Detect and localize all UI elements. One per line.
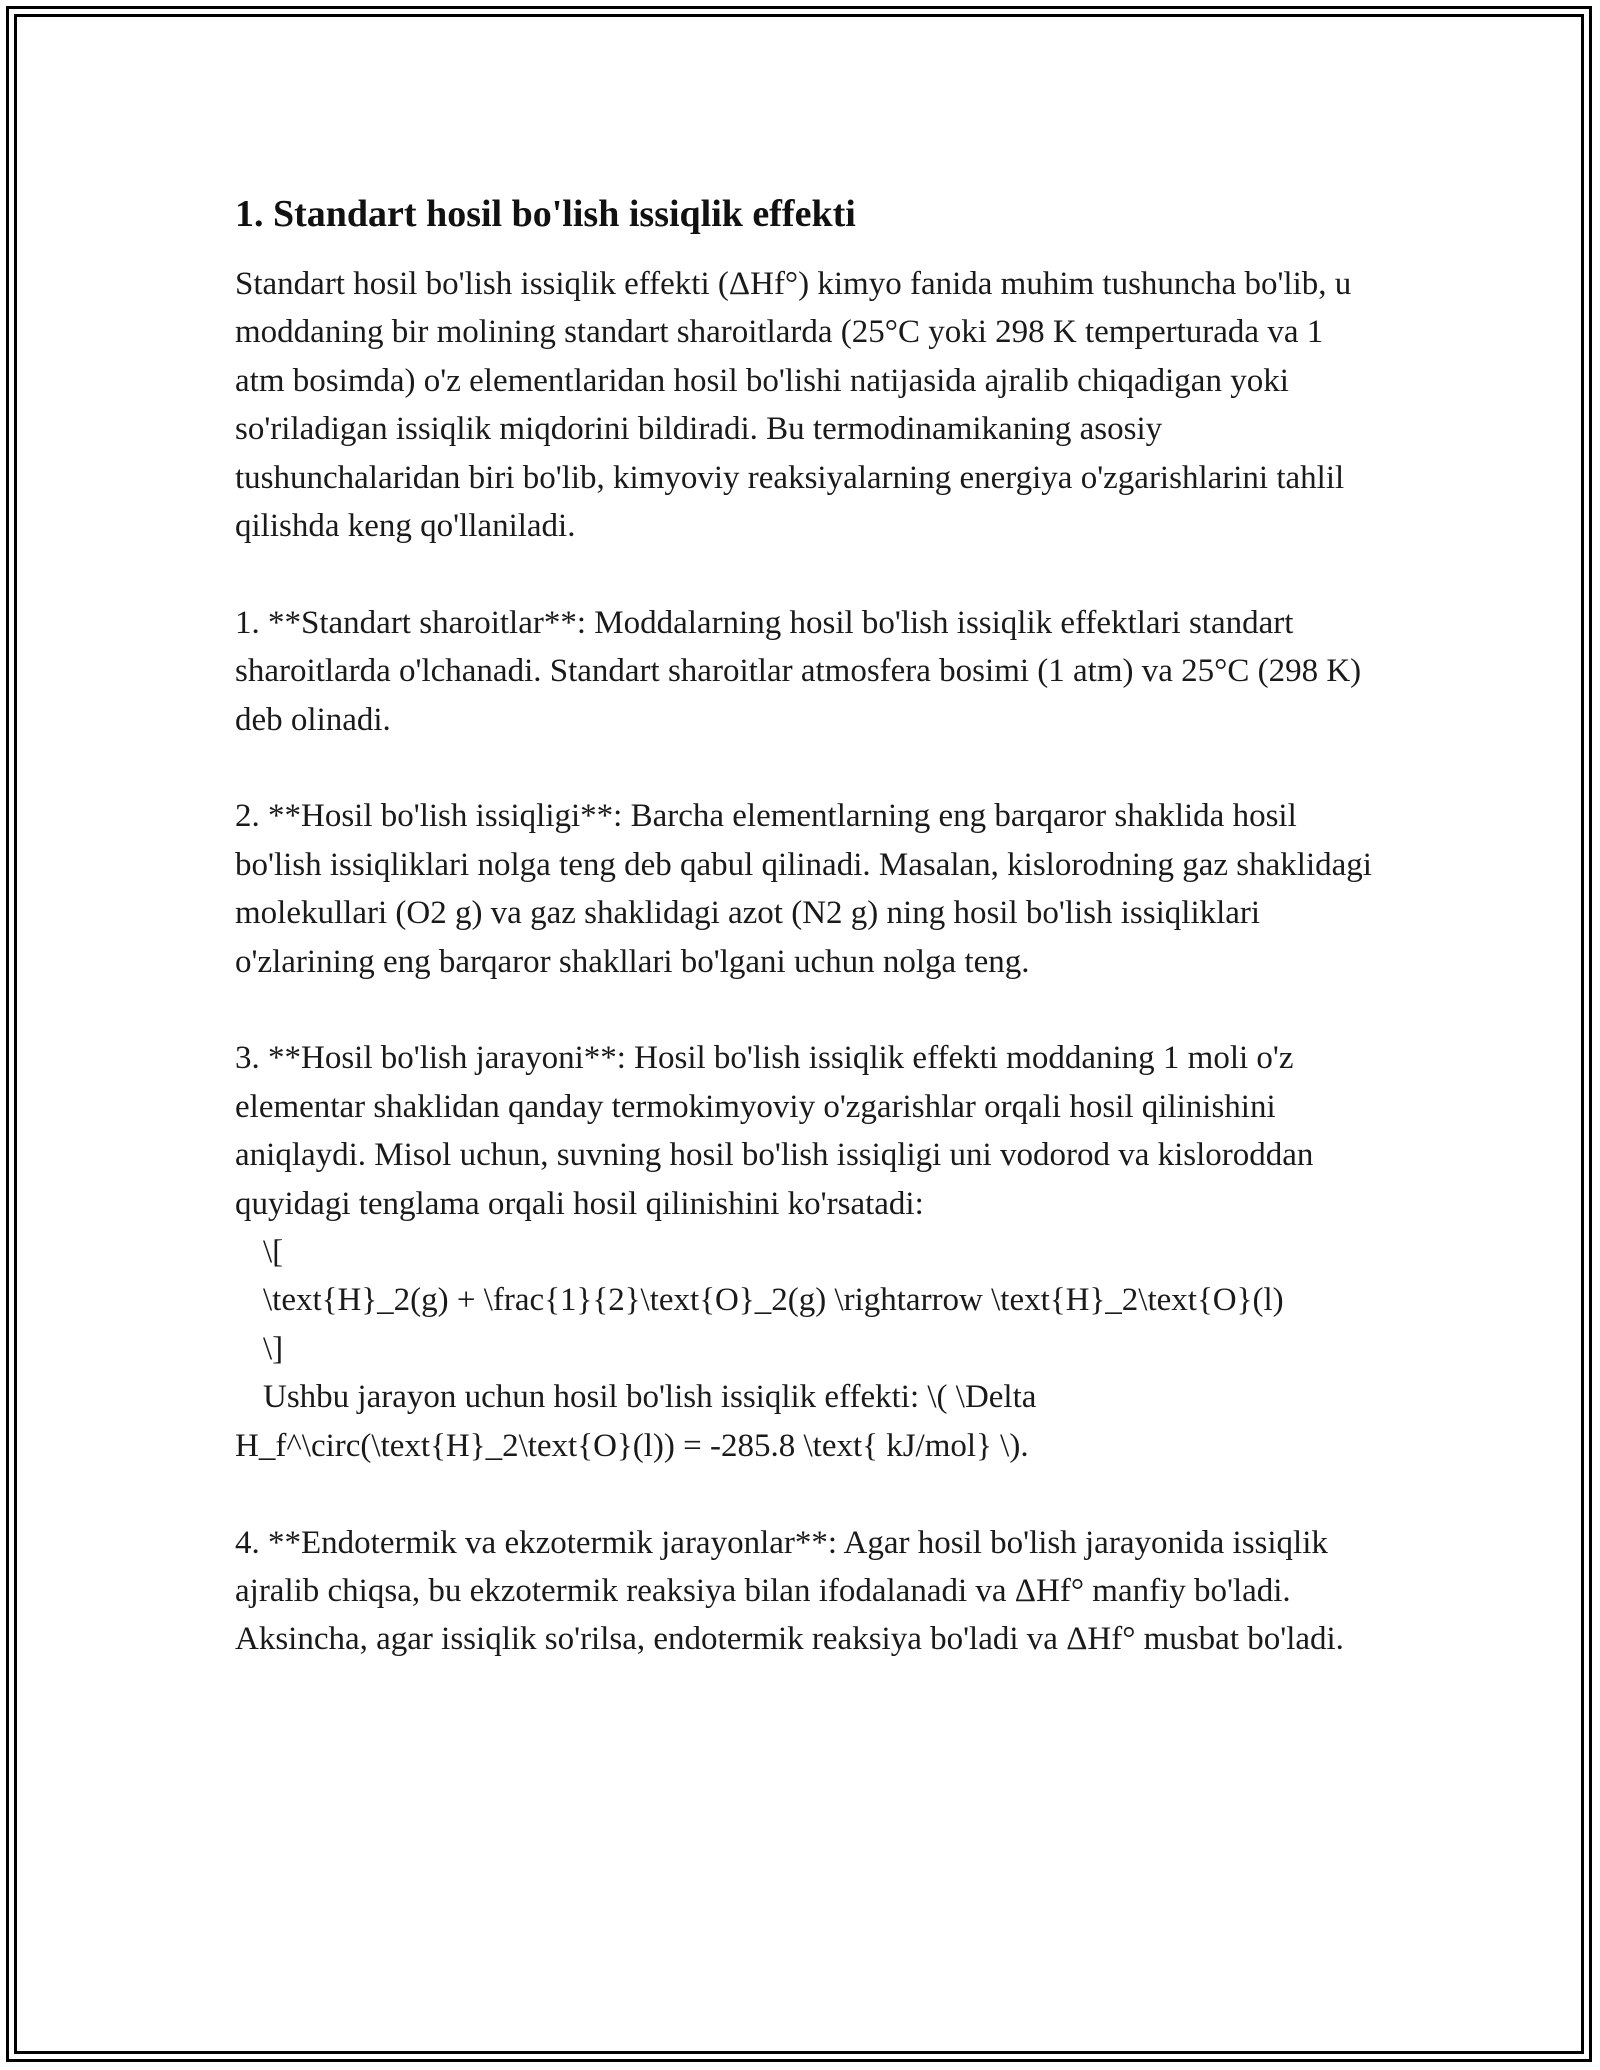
- list-item-formation-heat: 2. **Hosil bo'lish issiqligi**: Barcha elementlarning eng barqaror shaklida hosil bo'lish issiqliklari nolga teng deb qabul qilinadi. Masalan, kislorodning gaz shaklidagi molekullari (O2 g) va gaz shaklidagi azot (N2 g) ning hosil bo'lish issiqliklari o'zlarining eng barqaror shakllari bo'lgani uchun nolga teng.: [235, 798, 1381, 980]
- document-body: [235, 190, 1381, 1664]
- equation-close-delimiter: \]: [263, 1330, 284, 1367]
- paragraph-gap: [235, 550, 1375, 598]
- list-item-endo-exo: 4. **Endotermik va ekzotermik jarayonlar**: Agar hosil bo'lish jarayonida issiqlik ajralib chiqsa, bu ekzotermik reaksiya bilan ifodalanadi va ΔHf° manfiy bo'ladi. Aksincha, agar issiqlik so'rilsa, endotermik reaksiya bo'ladi va ΔHf° musbat bo'ladi.: [235, 1524, 1344, 1658]
- equation-result: [235, 1373, 1375, 1470]
- list-item-formation-process: 3. **Hosil bo'lish jarayoni**: Hosil bo'lish issiqlik effekti moddaning 1 moli o'z elementar shaklidan qanday termokimyoviy o'zgarishlar orqali hosil qilinishini aniqlaydi. Misol uchun, suvning hosil bo'lish issiqligi uni vodorod va kisloroddan quyidagi tenglama orqali hosil qilinishini ko'rsatadi:: [235, 1040, 1322, 1222]
- equation-open-delimiter: \[: [263, 1234, 284, 1271]
- intro-paragraph: Standart hosil bo'lish issiqlik effekti (ΔHf°) kimyo fanida muhim tushuncha bo'lib, u moddaning bir molining standart sharoitlarda (25°C yoki 298 K temperturada va 1 atm bosimda) o'z elementlaridan hosil bo'lishi natijasida ajralib chiqadigan yoki so'riladigan issiqlik miqdorini bildiradi. Bu termodinamikaning asosiy tushunchalaridan biri bo'lib, kimyoviy reaksiyalarning energiya o'zgarishlarini tahlil qilishda keng qo'llaniladi.: [235, 266, 1360, 545]
- paragraph-gap: [235, 1470, 1375, 1518]
- section-title: 1. Standart hosil bo'lish issiqlik effekti: [235, 193, 856, 235]
- paragraph-gap: [235, 744, 1375, 792]
- equation-text: \text{H}_2(g) + \frac{1}{2}\text{O}_2(g) \rightarrow \text{H}_2\text{O}(l): [263, 1282, 1284, 1319]
- list-item-standard-conditions: 1. **Standart sharoitlar**: Moddalarning hosil bo'lish issiqlik effektlari standart sharoitlarda o'lchanadi. Standart sharoitlar atmosfera bosimi (1 atm) va 25°C (298 K) deb olinadi.: [235, 604, 1370, 738]
- paragraph-gap: [235, 986, 1375, 1034]
- equation-result-text: Ushbu jarayon uchun hosil bo'lish issiqlik effekti: \( \Delta H_f^\circ(\text{H}_2\text{O}(l)) = -285.8 \text{ kJ/mol} \).: [235, 1379, 1045, 1464]
- equation-body: [235, 1276, 1375, 1324]
